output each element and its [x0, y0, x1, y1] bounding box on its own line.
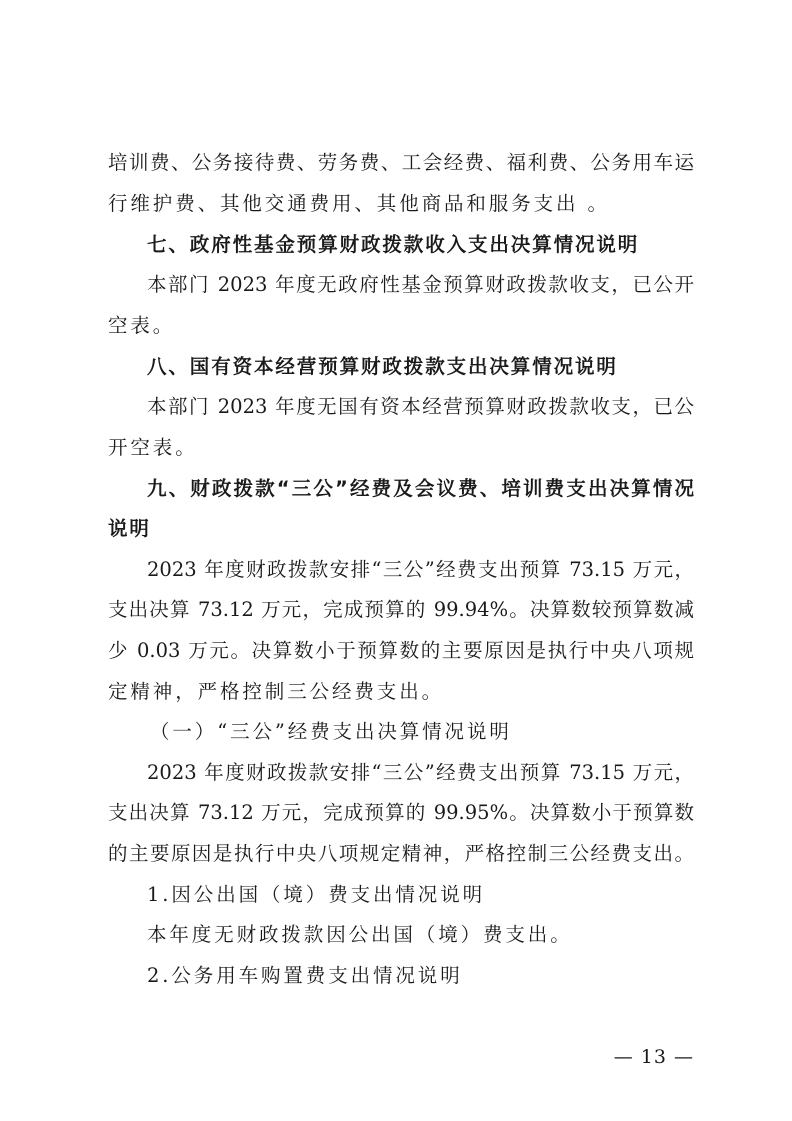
page-number: — 13 —: [613, 1046, 694, 1068]
item-heading-1: 1.因公出国（境）费支出情况说明: [147, 883, 486, 906]
section-heading-9-cont: 说明: [108, 517, 151, 540]
item-heading-2: 2.公务用车购置费支出情况说明: [147, 964, 463, 987]
paragraph-line: 少 0.03 万元。决算数小于预算数的主要原因是执行中央八项规: [108, 639, 694, 662]
section-heading-9: 九、财政拨款“三公”经费及会议费、培训费支出决算情况: [147, 477, 694, 500]
section-heading-7: 七、政府性基金预算财政拨款收入支出决算情况说明: [147, 233, 640, 256]
paragraph-line: 2023 年度财政拨款安排“三公”经费支出预算 73.15 万元，: [147, 761, 694, 784]
subsection-heading-1: （一）“三公”经费支出决算情况说明: [150, 720, 512, 743]
paragraph-line: 支出决算 73.12 万元，完成预算的 99.94%。决算数较预算数减: [108, 598, 694, 621]
section-heading-8: 八、国有资本经营预算财政拨款支出决算情况说明: [147, 355, 618, 378]
paragraph-line: 本部门 2023 年度无国有资本经营预算财政拨款收支，已公: [147, 395, 694, 418]
paragraph-line: 本部门 2023 年度无政府性基金预算财政拨款收支，已公开: [147, 273, 694, 296]
paragraph-line: 支出决算 73.12 万元，完成预算的 99.95%。决算数小于预算数: [108, 801, 694, 824]
paragraph-line: 行维护费、其他交通费用、其他商品和服务支出 。: [108, 192, 610, 215]
paragraph-line: 定精神，严格控制三公经费支出。: [108, 680, 445, 703]
paragraph-line: 空表。: [108, 314, 176, 337]
paragraph-line: 开空表。: [108, 436, 198, 459]
paragraph-line: 培训费、公务接待费、劳务费、工会经费、福利费、公务用车运: [108, 151, 694, 174]
paragraph-line: 本年度无财政拨款因公出国（境）费支出。: [147, 923, 573, 946]
paragraph-line: 2023 年度财政拨款安排“三公”经费支出预算 73.15 万元，: [147, 558, 694, 581]
paragraph-line: 的主要原因是执行中央八项规定精神，严格控制三公经费支出。: [108, 842, 694, 865]
